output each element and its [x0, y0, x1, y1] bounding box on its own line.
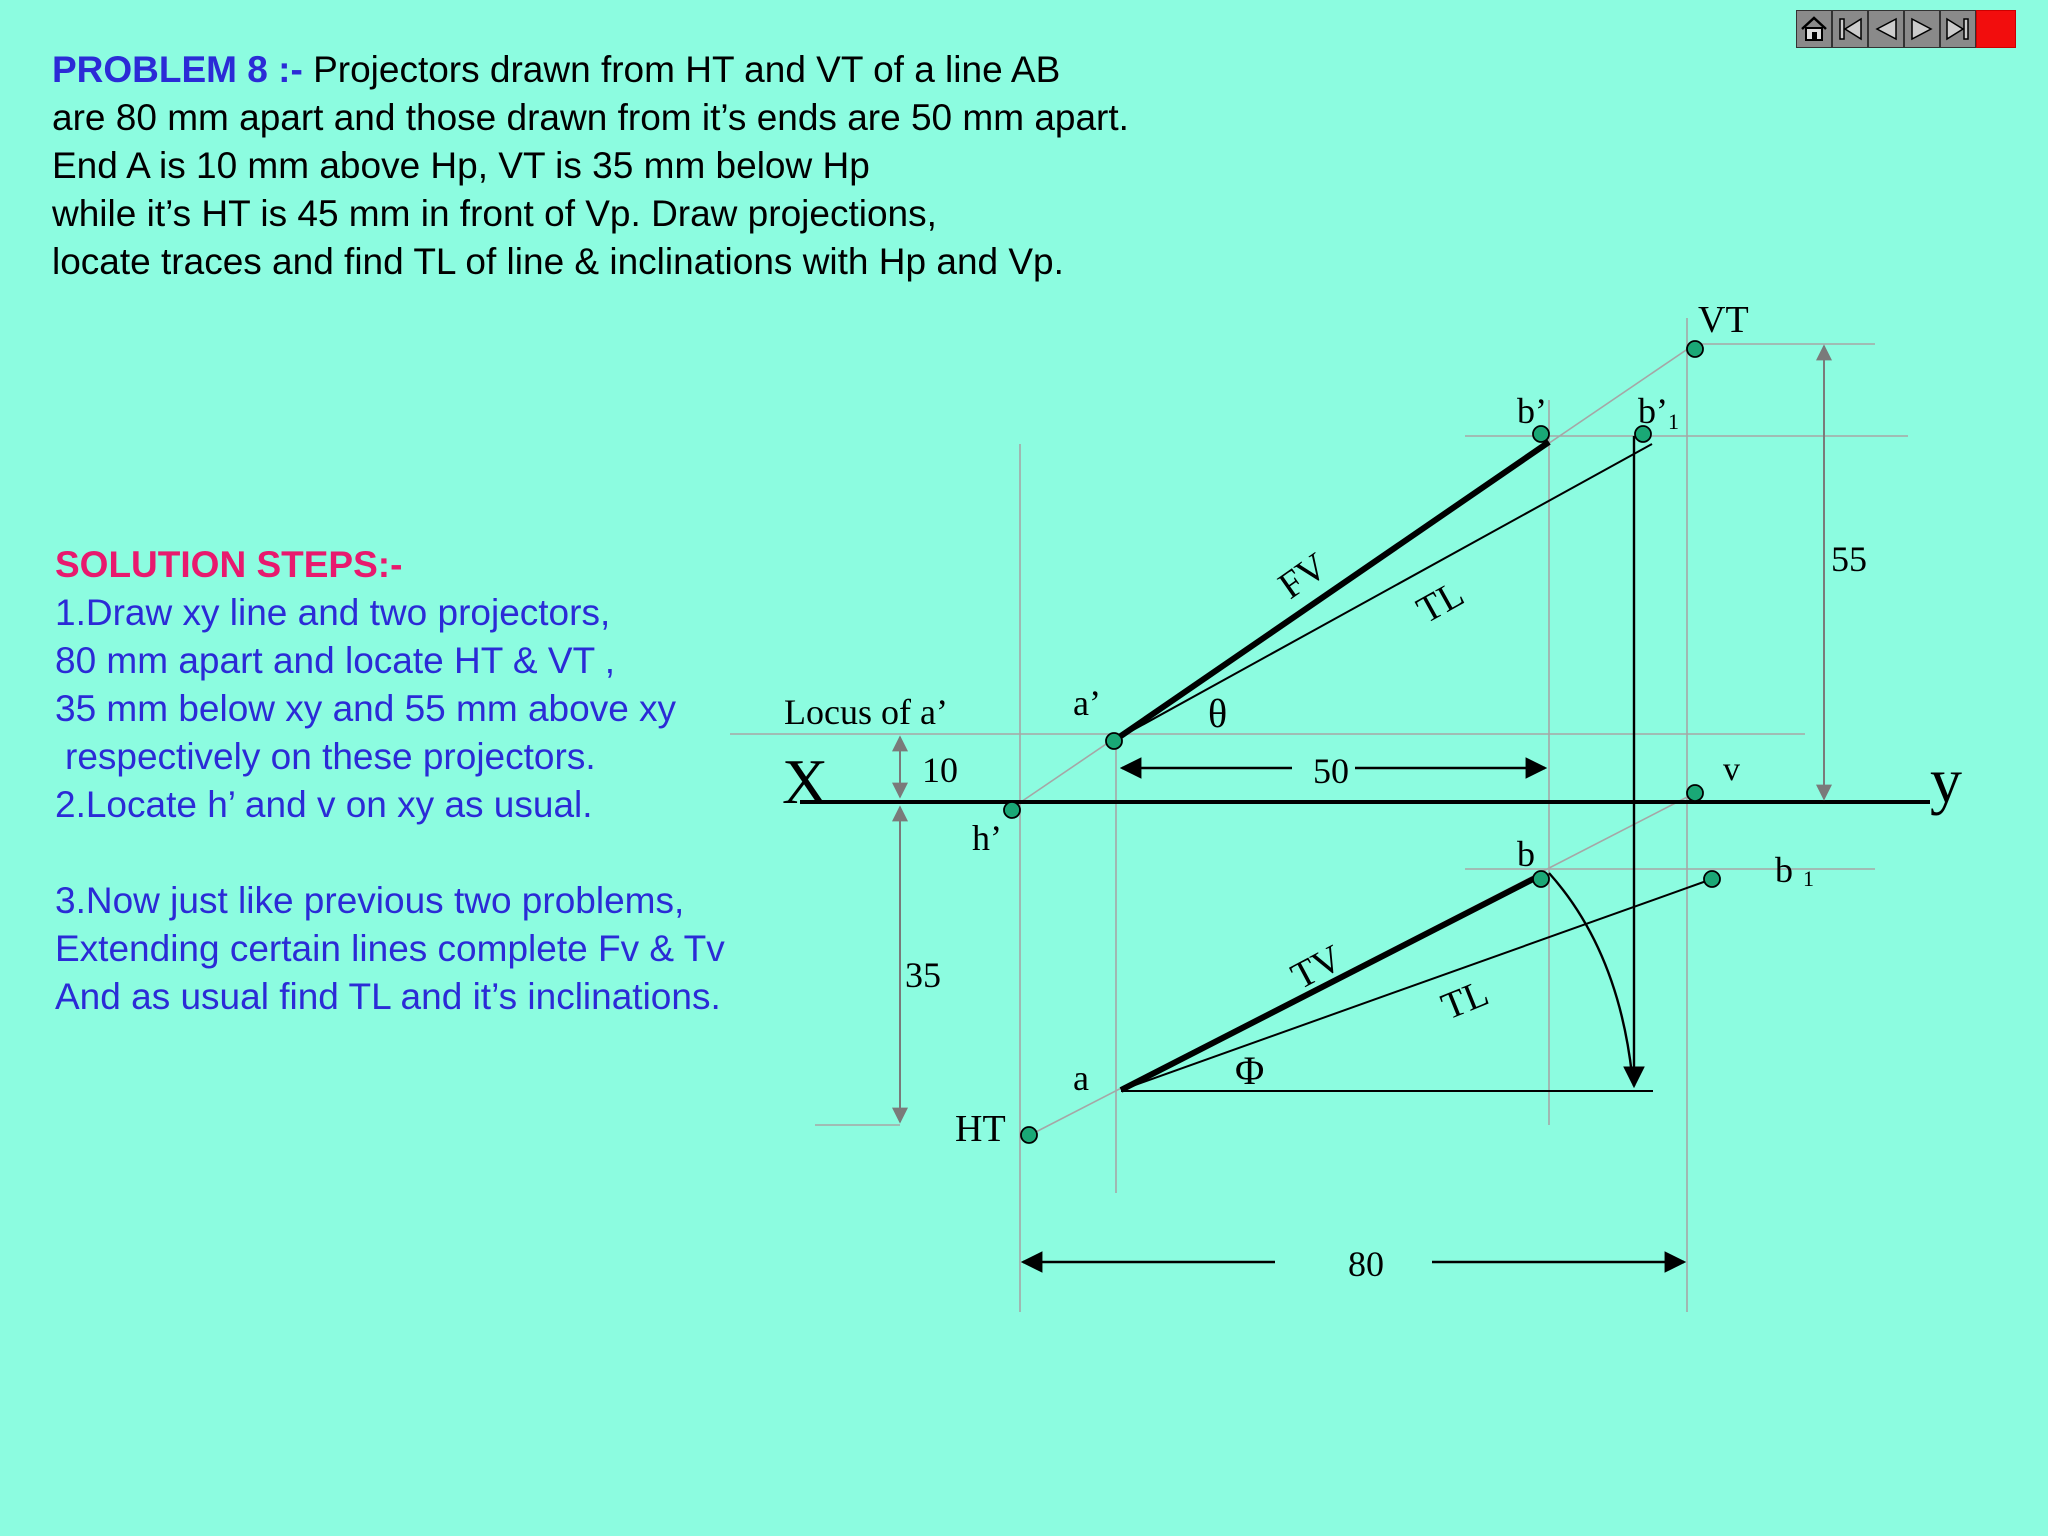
problem-line-3: End A is 10 mm above Hp, VT is 35 mm below Hp — [52, 145, 870, 186]
solution-step-line: 2.Locate h’ and v on xy as usual. — [55, 784, 593, 825]
problem-heading: PROBLEM 8 :- — [52, 49, 303, 90]
solution-step-line: respectively on these projectors. — [65, 736, 596, 777]
point-v — [1687, 785, 1703, 801]
problem-line-1: PROBLEM 8 :- Projectors drawn from HT and VT of a line AB — [52, 49, 1061, 90]
label-locus-of-a-prime: Locus of a’ — [784, 692, 948, 732]
point-a-prime — [1106, 733, 1122, 749]
solution-step-line: 35 mm below xy and 55 mm above xy — [55, 688, 677, 729]
label-y: y — [1930, 745, 1962, 816]
label-x: X — [782, 746, 829, 817]
label-dim-50: 50 — [1313, 751, 1349, 791]
point-b — [1533, 871, 1549, 887]
label-fv: FV — [1271, 545, 1335, 608]
label-vt: VT — [1698, 299, 1749, 341]
point-ht — [1021, 1127, 1037, 1143]
front-view-line — [1115, 442, 1549, 740]
problem-line-2: are 80 mm apart and those drawn from it’s ends are 50 mm apart. — [52, 97, 1129, 138]
label-tv: TV — [1284, 937, 1349, 998]
label-b-prime-1: b’1 — [1638, 391, 1679, 434]
true-length-top — [1121, 879, 1712, 1090]
label-dim-10: 10 — [922, 750, 958, 790]
true-length-front — [1115, 444, 1652, 740]
label-b-1: b 1 — [1775, 850, 1814, 891]
points — [1004, 341, 1720, 1143]
projection-lines — [1115, 436, 1712, 1091]
label-v: v — [1723, 751, 1740, 788]
label-dim-35: 35 — [905, 955, 941, 995]
label-tl-top: TL — [1435, 972, 1495, 1029]
label-dim-80: 80 — [1348, 1244, 1384, 1284]
solution-step-line: And as usual find TL and it’s inclinations. — [55, 976, 721, 1017]
swing-arc — [1549, 873, 1632, 1075]
label-dim-55: 55 — [1831, 539, 1867, 579]
label-h-prime: h’ — [972, 818, 1002, 858]
solution-step-line: Extending certain lines complete Fv & Tv — [55, 928, 725, 969]
construction-lines — [730, 318, 1908, 1312]
solution-step-line: 3.Now just like previous two problems, — [55, 880, 685, 921]
label-b: b — [1517, 834, 1535, 874]
label-phi: Φ — [1235, 1048, 1265, 1093]
solution-heading: SOLUTION STEPS:- — [55, 544, 403, 585]
solution-step-line: 80 mm apart and locate HT & VT , — [55, 640, 616, 681]
problem-line-4: while it’s HT is 45 mm in front of Vp. Draw projections, — [52, 193, 937, 234]
label-tl-front: TL — [1410, 572, 1471, 632]
problem-line-5: locate traces and find TL of line & inclinations with Hp and Vp. — [52, 241, 1064, 282]
drawing-labels — [782, 299, 1962, 1284]
point-b-1 — [1704, 871, 1720, 887]
point-h-prime — [1004, 802, 1020, 818]
label-a-prime: a’ — [1073, 683, 1101, 723]
label-a: a — [1073, 1058, 1089, 1098]
label-ht: HT — [955, 1108, 1006, 1150]
label-b-prime: b’ — [1517, 391, 1547, 431]
point-vt — [1687, 341, 1703, 357]
solution-step-line: 1.Draw xy line and two projectors, — [55, 592, 611, 633]
label-theta: θ — [1208, 691, 1228, 736]
